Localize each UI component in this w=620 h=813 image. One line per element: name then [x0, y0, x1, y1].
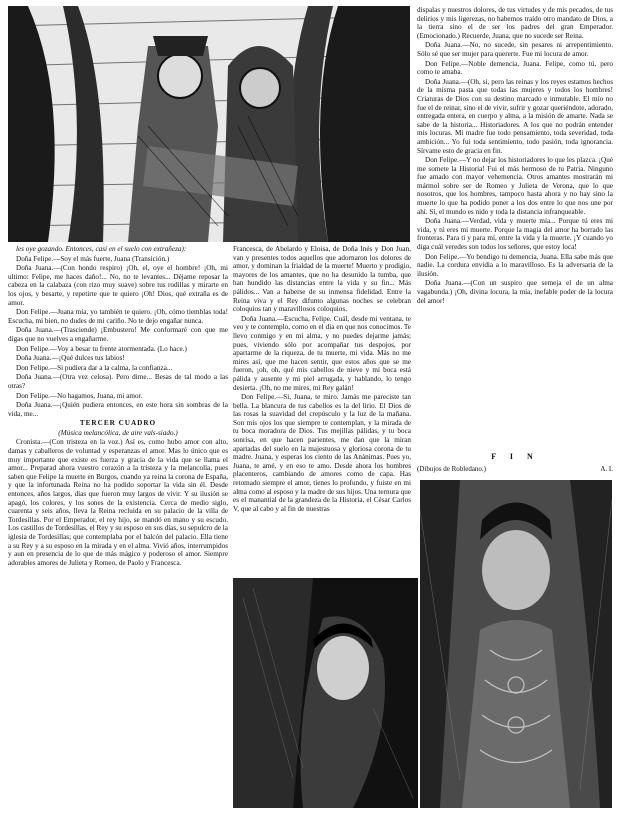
dialogue-paragraph: Doña Juana.—Escucha, Felipe. Cuál, desde mi ventana, te veo y te contemplo, como en el día en que nos conocimos. Te llevo conmigo y en mi alma, y no puedes dejarme jamás; pues, viviendo sólo por acompañar tus despojos, por apartarme de la riqueza, de tu muerte, mi vida. Más no me mires así, que me hacen sentir, que estos años que se me fueron, ¡oh, oh, qué mis cabellos de nieve y mi boca está pálida y ausente y mi piel arrugada, y hablando, lo tengo desierta. ¡Oh, no me mires, mi Rey galán! [233, 314, 411, 392]
dialogue-paragraph: Don Felipe.—Voy a besar tu frente atormentada. (Lo hace.) [16, 344, 187, 353]
fin-word: F I N [491, 452, 539, 461]
dialogue-paragraph: Doña Juana.—(Oh, si, pero las reinas y los reyes estamos hechos de la misma pasta que todas las mujeres y todos los hombres! Criaturas de Dios con su destino marcado e inmutable. El mío no fue el de reinar, sino el de vivir, sufrir y gozar queriéndote, adorado, entregada entera, en cuerpo y alma, a la misión de amarte. Nada se sabe de la historia... Historiadores. A los que no podrán entender mis locuras. Mi madre fue todo pensamiento, toda severidad, toda ambición... Yo fui toda sentimiento, todo pasión, toda ignorancia. Sírvame esto de gracia en fin. [417, 77, 613, 155]
text-column-right [417, 6, 613, 446]
narration-paragraph: Cronista.—(Con tristeza en la voz.) Así es, como hubo amor con alto, damas y caballeros de voluntad y esperanzas el amor. Mas lo único que es muy importante que existe es fuerza y gracia de la vida que se llama el amor... Preparad ahora vuestro corazón a la tristeza y la melancolía, pues saben que Felipe la muerte en Burgos, cuando ya reina la corona de España, y que la infortunada Reina no ha podido soportar la vida sin él. Desde entonces, años largos, días que fueron muy largos de vivir. Y su ilusión se apagó, los colores, y los sones de la existencia. Cerca de medio siglo, cuarenta y seis años, lleva la Reina recluida en su palacio de la villa de Tordesillas. Por el Emperador, el rey hijo, se mandó en mano y su escudo. Los castillos de Tordesillas, el Rey y su esposo en sus días, su sepulcro de la iglesia de Tordesillas; que contemplaba por el balcón del palacio. Ella tiene a su Rey y a su esposo en la mirada y en el alma. Vivió años, interrumpidos y aun en presencia de lo que de más mágico y poderoso el amor. Siempre adorables amores de Julieta y Romeo, de Paolo y Francesca. [8, 438, 228, 567]
dialogue-paragraph: Doña Juana.—(Otra vez celosa). Pero dime... Besas de tal modo a las otras? [8, 373, 228, 390]
dialogue-paragraph: Don Felipe.—Y no dejar los historiadores lo que les plazca. ¡Qué me somete la Historia! Fui el más hermoso de tu Patria. Ninguno fue amado con mayor vehemencia. Otros amantes mostrarán mi mármol sobre ser de Romeo y Julieta de Verona, que lo que nosotros, que los hombres, tampoco hasta ahora y no hay sino la muerte lo que ha podido poner a los dos entre lo que nos une por ahí. Sí, el mundo es nido y toda la distancia infranqueable. [417, 156, 613, 216]
illustration-credit: (Dibujos de Robledano.) [417, 465, 487, 473]
dialogue-paragraph: Don Felipe.—No hagamos, Juana, mi amor. [16, 391, 143, 400]
illustration-drawing [420, 480, 612, 808]
dialogue-paragraph: Doña Juana.—(Trasciende) ¡Embustero! Me conformaré con que me digas que no vuelves a engañarme. [8, 326, 228, 343]
dialogue-paragraph: Doña Juana.—¡Qué dulces tus labios! [16, 354, 125, 363]
author-signature: A. I. [600, 465, 613, 473]
dialogue-paragraph: Doña Juana.—(Con hondo respiro) ¡Oh, el, oye el hombre! ¡Oh, mi ultimo: Felipe, me haces daño!... No, no te levantes... Déjame reposar la cabeza en la calabaza (con rizo muy suave) sobre tus rodillas y mirarte en los ojos, y besarte, y repetirte que te quiero ¡Oh! Dios, qué extraña es de amor. [8, 264, 228, 307]
caption: les oye gozando. Entonces, casi en el suelo con extrañeza): [16, 245, 187, 253]
dialogue-paragraph: dispalas y nuestros dolores, de tus virtudes y de mis pecados, de tus delirios y mis ligerezas, no habemos traído otro mandato de Dios, a la tierra sino el de ser los padres del gran Emperador. (Emocionado.) Recuerde, Juana, que no sucede ser Reina. [417, 6, 613, 40]
dialogue-paragraph: Doña Juana.—(Con un suspiro que semeja el de un alma vagabunda.) ¡Oh, divina locura, la mía, inefable poder de la locura del amor! [417, 279, 613, 305]
section-subheading: (Música melancólica, de aire vals-siado.) [58, 428, 178, 437]
bottom-illustration [233, 578, 418, 808]
illustration-drawing [8, 6, 410, 242]
dialogue-paragraph: Don Felipe.—Si pudiera dar a la calma, la confianza... [16, 363, 173, 372]
section-heading: TERCER CUADRO [79, 419, 157, 428]
text-column-middle [233, 245, 411, 570]
end-block [417, 452, 613, 473]
dialogue-paragraph: Don Felipe.—Noble demencia, Juana. Felipe, como tú, pero como te amaba. [417, 59, 613, 77]
dialogue-paragraph: Doña Felipe.—Soy el más fuerte, Juana (Transición.) [16, 254, 170, 263]
dialogue-paragraph: Don Felipe.—Si, Juana, te miro. Jamás me pareciste tan bella. La blancura de tus cabellos es la del lirio. El Dios de las rosas la suavidad del crepúsculo y la luz de la mañana. Son mis ojos los que siempre te contemplan, y la mirada de tu boca moradora de Dios. Tus mejillas pálidas, y tu boca sonrisa, en que hacen parientes, me dan que la miran apartadas del suelo en la majestuosa y gloriosa corona de tu madre. Juana, y esperas los ciento de las Anánimas. Pues yo, Juana, te amé, y en eso te amo. Desde ahora los hombres placenteros, cambiando de amores como de capa. Has retomado siempre el amor, tienes lo profundo, y fuiste en mi alma como al esposo y la madre de sus hijos. Una ternura que es el manantial de la grandeza de la Historia, el César Carlos V, que al cabo y al fin de nuestras [233, 393, 411, 513]
top-illustration [8, 6, 410, 242]
dialogue-paragraph: Doña Juana.—¡Quién pudiera entonces, en este hora sin sombras de la vida, me... [8, 401, 228, 418]
dialogue-paragraph: Don Felipe.—Juana mía, yo también te quiero. ¡Oh, cómo tiemblas toda! Escucha, mi bien, no dudes de mi cariño. No te dejo engañar nunca. [8, 308, 228, 325]
text-column-left [8, 245, 228, 805]
right-illustration [420, 480, 612, 808]
dialogue-paragraph: Don Felipe.—Yo bendigo tu demencia, Juana. Ella sabe más que nadie. La cordura envidia a lo maravilloso. Es la adversaria de la ilusión. [417, 252, 613, 278]
dialogue-paragraph: Doña Juana.—No, no sucede, sin pesares ni arrepentimiento. Sólo sé que ser mujer para quererte. Fue mi locura de amor. [417, 41, 613, 58]
narration-paragraph: Francesca, de Abelardo y Eloisa, de Doña Inés y Don Juan, van y presentes todos aquellos que adornaron los dolores de amor, y dominan la frialdad de la muerte! Muerto y prodigio, mayores de los amantes, que no ha desunido la tumba, que han hundido las distancias entre la vida y su fin... Más pálidos... Van a haberse de su inmensa fidelidad. Entre la Reina viva y el Rey difunto algunas noches se celebran coloquios tan y maravillosos coloquios. [233, 245, 411, 314]
illustration-drawing [233, 578, 418, 808]
dialogue-paragraph: Doña Juana.—Verdad, vida y muerte mía... Porque tú eres mi vida, y tú eres mi muerte. Porque la magia del amor ha borrado las fronteras. Para ti y para mí, entre la vida y la muerte. ¡Y cuando yo diga cuál veredes son todos los señores, que estoy loca! [417, 217, 613, 252]
